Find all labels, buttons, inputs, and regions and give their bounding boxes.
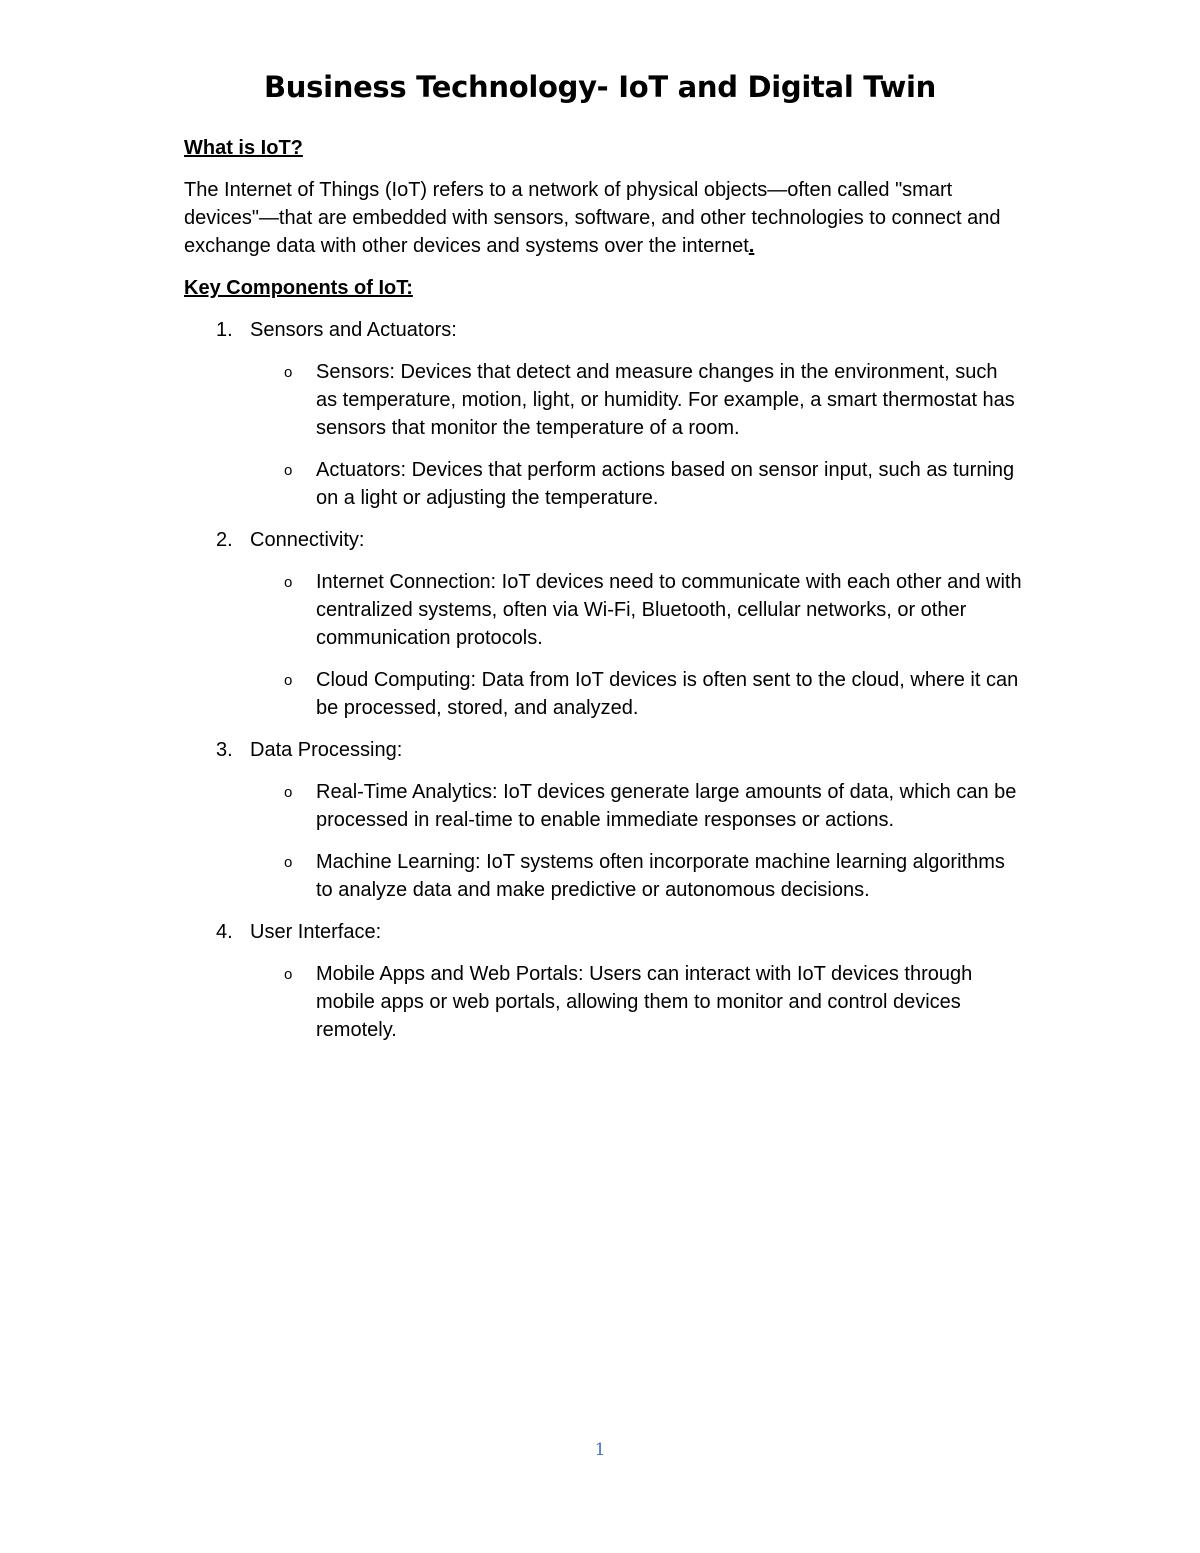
subitem-text: Sensors: Devices that detect and measure changes in the environment, such as temperature, motion, light, or humidity. For example, a smart thermostat has sensors that monitor the temperature of a room. bbox=[316, 361, 1015, 439]
component-item bbox=[184, 736, 1024, 904]
bullet-icon: o bbox=[284, 574, 293, 591]
component-subitems bbox=[184, 568, 1024, 722]
intro-paragraph bbox=[184, 176, 1024, 260]
component-label: Sensors and Actuators: bbox=[250, 319, 457, 341]
bullet-icon: o bbox=[284, 364, 293, 381]
bullet-icon: o bbox=[284, 966, 293, 983]
document-body bbox=[184, 134, 1024, 1058]
component-subitems bbox=[184, 358, 1024, 512]
bullet-icon: o bbox=[284, 784, 293, 801]
bullet-icon: o bbox=[284, 854, 293, 871]
document-title: Business Technology- IoT and Digital Twin bbox=[263, 70, 937, 104]
component-heading bbox=[216, 918, 1024, 946]
component-number: 1. bbox=[216, 319, 233, 341]
subitem bbox=[184, 568, 1024, 652]
component-subitems bbox=[184, 778, 1024, 904]
subitem-text: Mobile Apps and Web Portals: Users can interact with IoT devices through mobile apps or web portals, allowing them to monitor and control devices remotely. bbox=[316, 963, 973, 1041]
component-number: 2. bbox=[216, 529, 233, 551]
bullet-icon: o bbox=[284, 462, 293, 479]
component-label: Data Processing: bbox=[250, 739, 403, 761]
subitem bbox=[184, 848, 1024, 904]
component-number: 3. bbox=[216, 739, 233, 761]
subitem-text: Internet Connection: IoT devices need to communicate with each other and with centralized systems, often via Wi-Fi, Bluetooth, cellular networks, or other communication protocols. bbox=[316, 571, 1022, 649]
component-heading bbox=[216, 526, 1024, 554]
page-number: 1 bbox=[594, 1440, 606, 1460]
subitem-text: Actuators: Devices that perform actions based on sensor input, such as turning on a light or adjusting the temperature. bbox=[316, 459, 1015, 509]
subitem-text: Real-Time Analytics: IoT devices generate large amounts of data, which can be processed in real-time to enable immediate responses or actions. bbox=[316, 781, 1017, 831]
component-item bbox=[184, 918, 1024, 1044]
subitem-text: Machine Learning: IoT systems often incorporate machine learning algorithms to analyze data and make predictive or autonomous decisions. bbox=[316, 851, 1005, 901]
components-list bbox=[184, 316, 1024, 1044]
component-heading bbox=[216, 736, 1024, 764]
component-number: 4. bbox=[216, 921, 233, 943]
subitem bbox=[184, 456, 1024, 512]
intro-text: The Internet of Things (IoT) refers to a network of physical objects—often called "smart devices"—that are embedded with sensors, software, and other technologies to connect and exchange data with other devices and systems over the internet bbox=[184, 179, 1001, 257]
key-components-heading: Key Components of IoT: bbox=[184, 277, 413, 299]
component-heading bbox=[216, 316, 1024, 344]
subitem-text: Cloud Computing: Data from IoT devices is often sent to the cloud, where it can be processed, stored, and analyzed. bbox=[316, 669, 1019, 719]
subitem bbox=[184, 666, 1024, 722]
component-item bbox=[184, 316, 1024, 512]
subitem bbox=[184, 778, 1024, 834]
component-subitems bbox=[184, 960, 1024, 1044]
component-label: Connectivity: bbox=[250, 529, 365, 551]
bullet-icon: o bbox=[284, 672, 293, 689]
component-item bbox=[184, 526, 1024, 722]
intro-trailing-period: . bbox=[748, 235, 755, 257]
component-label: User Interface: bbox=[250, 921, 382, 943]
subitem bbox=[184, 358, 1024, 442]
what-is-iot-heading: What is IoT? bbox=[184, 137, 303, 159]
subitem bbox=[184, 960, 1024, 1044]
